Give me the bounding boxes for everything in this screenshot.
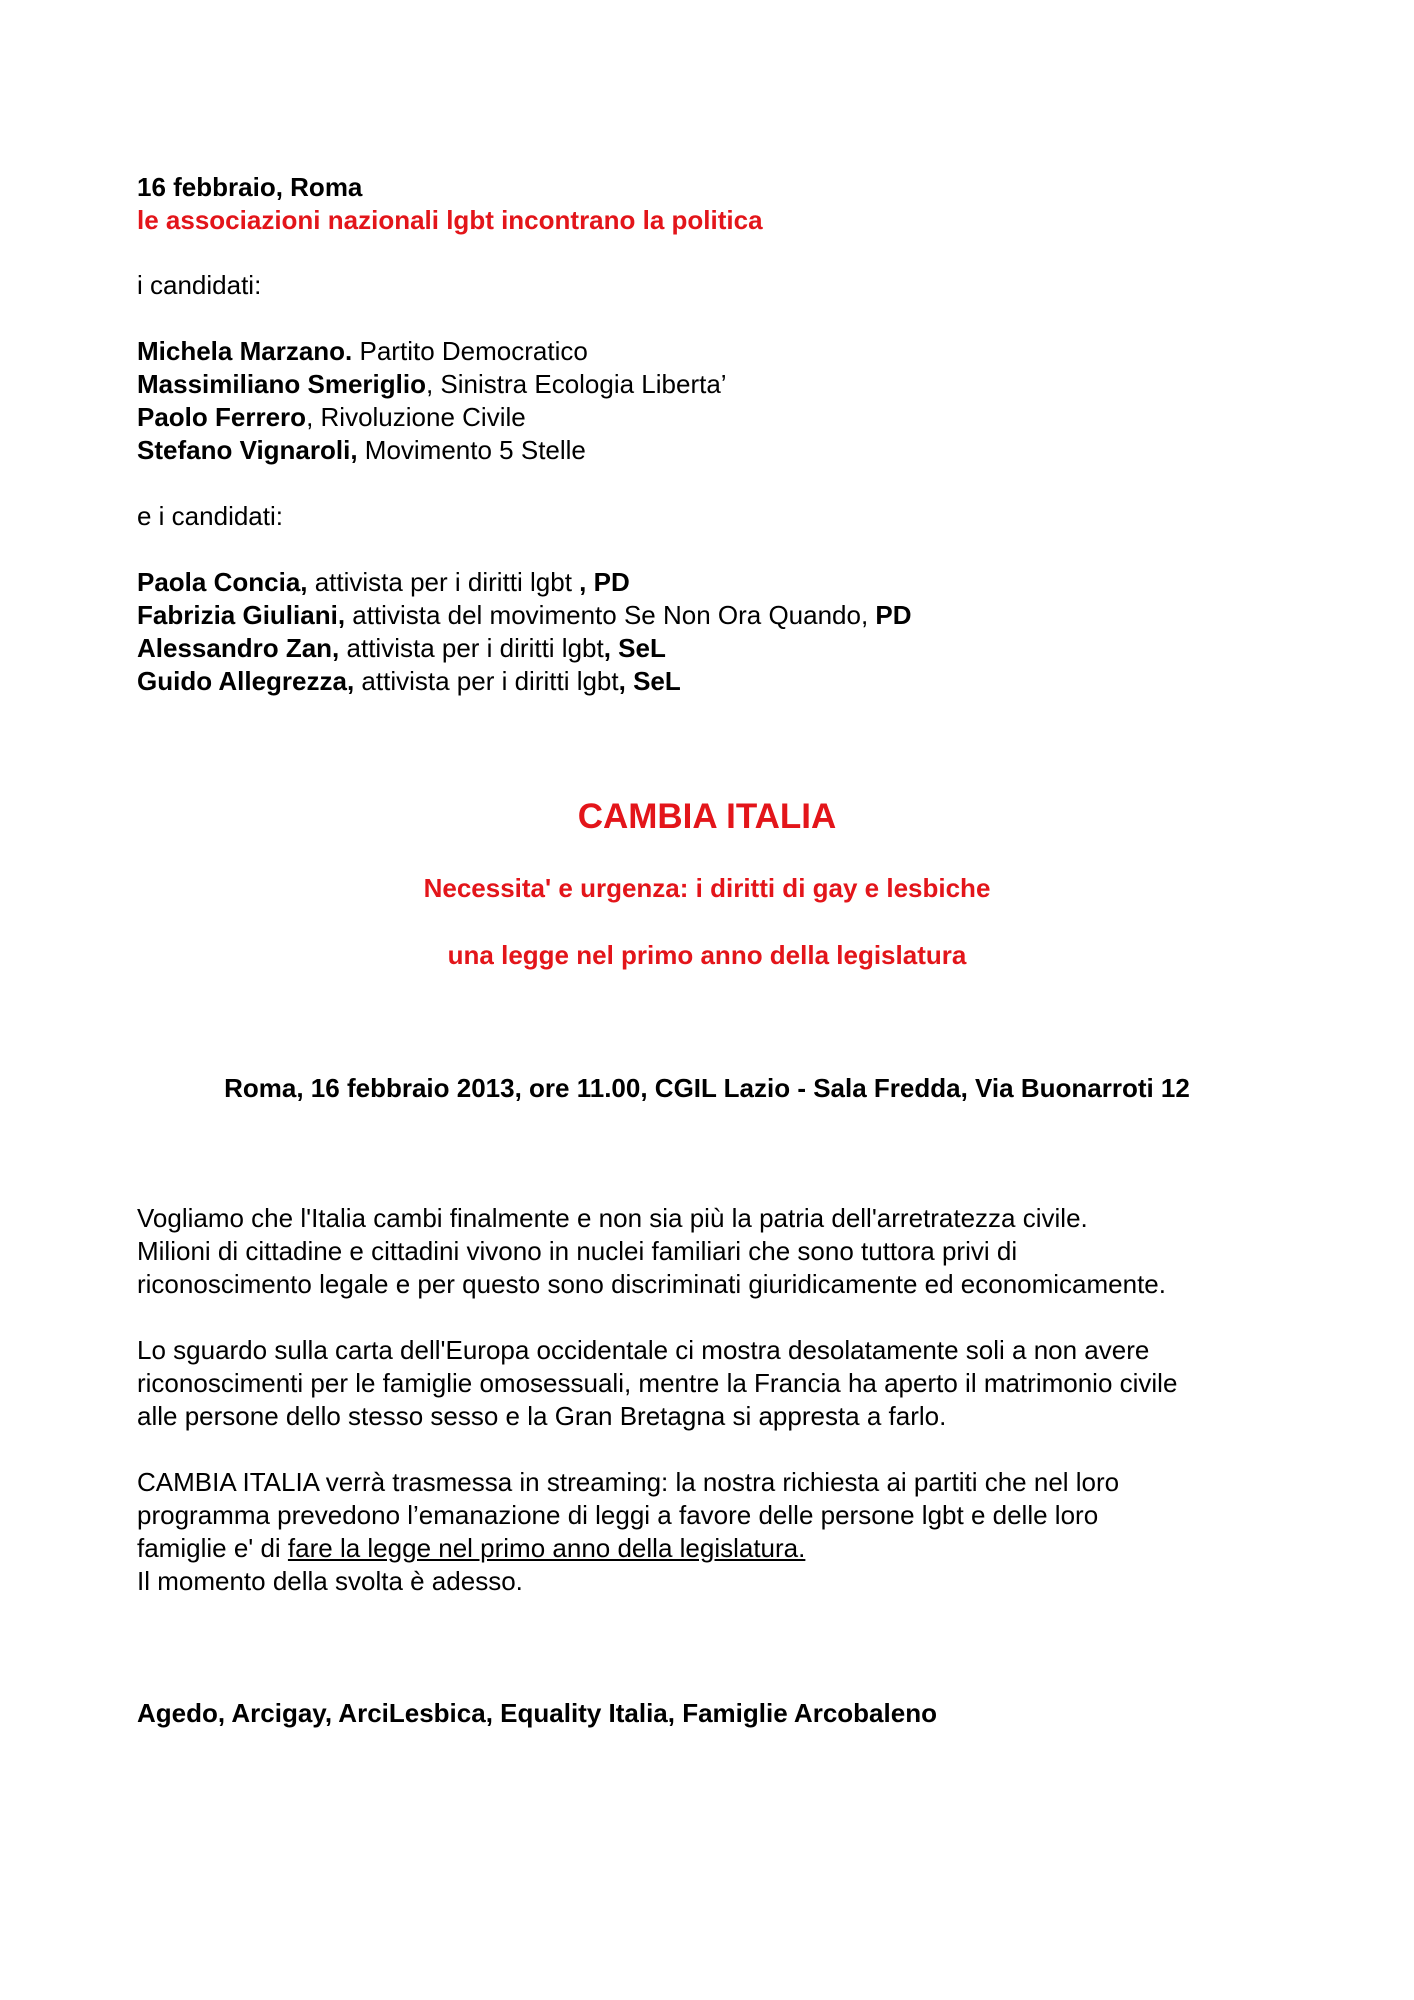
paragraph-text: famiglie e' di: [137, 1533, 288, 1563]
candidate-line: [137, 434, 1297, 467]
candidate-affiliation: , Sinistra Ecologia Liberta’: [425, 369, 727, 399]
candidate-line: [137, 401, 1297, 434]
candidate-name: Fabrizia Giuliani,: [137, 600, 346, 630]
candidate-line: [137, 599, 1297, 632]
paragraph-line: riconoscimenti per le famiglie omosessuali, mentre la Francia ha aperto il matrimonio civile: [137, 1368, 1178, 1398]
candidates-intro: i candidati:: [137, 270, 262, 300]
paragraph-line: Milioni di cittadine e cittadini vivono in nuclei familiari che sono tuttora privi di: [137, 1236, 1018, 1266]
candidate-line: [137, 566, 1297, 599]
event-subtitle: una legge nel primo anno della legislatura: [447, 940, 967, 970]
candidate-affiliation: Partito Democratico: [352, 336, 588, 366]
signatories: Agedo, Arcigay, ArciLesbica, Equality Italia, Famiglie Arcobaleno: [137, 1698, 937, 1728]
candidate-name: Massimiliano Smeriglio: [137, 369, 426, 399]
candidate-name: Guido Allegrezza,: [137, 666, 355, 696]
candidates-intro: e i candidati:: [137, 501, 283, 531]
candidate-line: [137, 632, 1297, 665]
underlined-emphasis: fare la legge nel primo anno della legislatura.: [287, 1533, 806, 1563]
candidate-affiliation: , Rivoluzione Civile: [306, 402, 526, 432]
candidate-name: Alessandro Zan,: [137, 633, 340, 663]
paragraph-line: Il momento della svolta è adesso.: [137, 1566, 523, 1596]
candidate-affiliation: attivista per i diritti lgbt: [339, 633, 604, 663]
candidate-party: , PD: [579, 567, 630, 597]
candidate-name: Stefano Vignaroli,: [137, 435, 358, 465]
candidate-affiliation: Movimento 5 Stelle: [357, 435, 586, 465]
candidate-line: [137, 665, 1297, 698]
candidate-name: Paola Concia,: [137, 567, 308, 597]
candidate-name: Michela Marzano.: [137, 336, 353, 366]
candidate-affiliation: attivista del movimento Se Non Ora Quando,: [345, 600, 876, 630]
event-location: Roma, 16 febbraio 2013, ore 11.00, CGIL Lazio - Sala Fredda, Via Buonarroti 12: [224, 1073, 1190, 1103]
candidate-name: Paolo Ferrero: [137, 402, 307, 432]
candidate-party: PD: [875, 600, 912, 630]
candidate-affiliation: attivista per i diritti lgbt: [354, 666, 619, 696]
candidate-party: , SeL: [618, 666, 681, 696]
paragraph-line: riconoscimento legale e per questo sono discriminati giuridicamente ed economicamente.: [137, 1269, 1166, 1299]
event-subtitle: Necessita' e urgenza: i diritti di gay e lesbiche: [423, 873, 991, 903]
candidate-party: , SeL: [603, 633, 666, 663]
paragraph-line: alle persone dello stesso sesso e la Gran Bretagna si appresta a farlo.: [137, 1401, 947, 1431]
candidate-line: [137, 335, 1297, 368]
paragraph-line: Vogliamo che l'Italia cambi finalmente e non sia più la patria dell'arretratezza civile.: [137, 1203, 1088, 1233]
tagline: le associazioni nazionali lgbt incontrano la politica: [137, 205, 763, 235]
date-line: 16 febbraio, Roma: [137, 172, 363, 202]
paragraph-line: CAMBIA ITALIA verrà trasmessa in streaming: la nostra richiesta ai partiti che nel loro: [137, 1467, 1120, 1497]
paragraph-line: Lo sguardo sulla carta dell'Europa occidentale ci mostra desolatamente soli a non avere: [137, 1335, 1150, 1365]
paragraph-line: [137, 1532, 1297, 1565]
paragraph-line: programma prevedono l’emanazione di leggi a favore delle persone lgbt e delle loro: [137, 1500, 1099, 1530]
event-title: CAMBIA ITALIA: [577, 797, 837, 836]
candidate-line: [137, 368, 1297, 401]
candidate-affiliation: attivista per i diritti lgbt: [307, 567, 580, 597]
